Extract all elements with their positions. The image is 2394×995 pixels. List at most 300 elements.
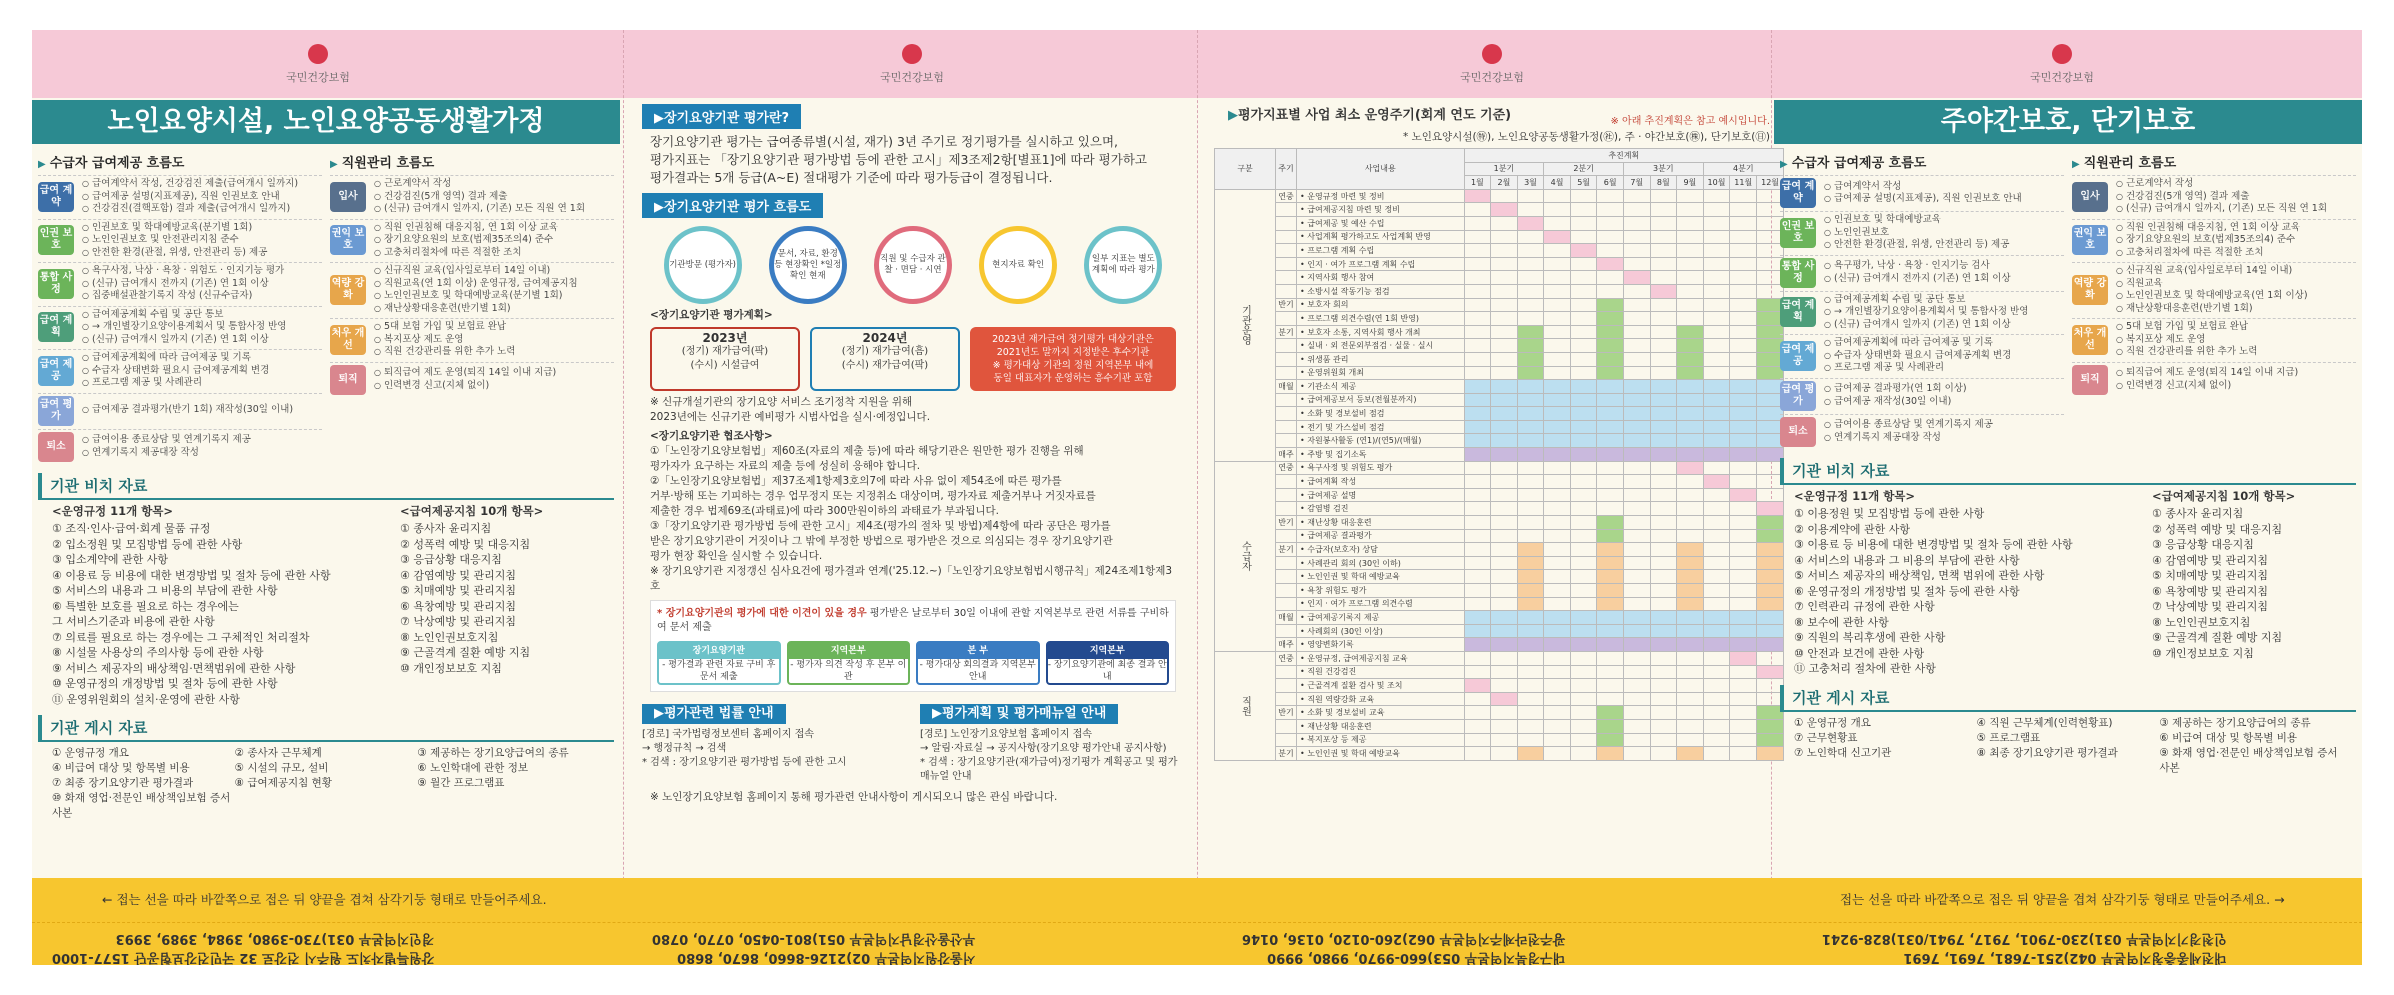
cycle-cell: 매월 xyxy=(1276,380,1297,394)
schedule-cell xyxy=(1730,597,1757,611)
schedule-cell xyxy=(1517,679,1544,693)
ops-item: ⑧ 시설물 사용상의 주의사항 등에 관한 사항 xyxy=(52,646,264,659)
post-item: ② 종사자 근무체계 xyxy=(234,747,322,759)
flow-item: ○ 인권보호 및 학대예방교육 xyxy=(1824,214,2009,227)
flow-tag: 급여 계획 xyxy=(1780,297,1816,327)
schedule-cell xyxy=(1677,257,1704,271)
objection-step-text: - 평가결과 관련 자료 구비 후 문서 제출 xyxy=(662,660,776,682)
plan-red-line: ※ 평가대상 기관의 정원 지역본부 내에 xyxy=(992,360,1154,371)
schedule-cell xyxy=(1544,747,1571,761)
schedule-cell xyxy=(1677,556,1704,570)
post-item: ⑦ 최종 장기요양기관 평가결과 xyxy=(52,777,194,789)
flow-item: ○ 급여제공 결과평가(반기 1회) 재작성(30일 이내) xyxy=(82,404,293,417)
flow-item: ○ 직원 건강관리를 위한 추가 노력 xyxy=(374,346,515,359)
activity-cell: • 운영위원회 개최 xyxy=(1297,366,1465,380)
flow-item: ○ 복지포상 제도 운영 xyxy=(374,334,515,347)
schedule-cell xyxy=(1730,366,1757,380)
schedule-cell xyxy=(1544,257,1571,271)
schedule-cell xyxy=(1464,407,1491,421)
ops-item: ⑩ 운영규정의 개정방법 및 절차 등에 관한 사항 xyxy=(52,677,278,690)
flow-row xyxy=(38,429,322,462)
guide-item: ⑤ 치매예방 및 관리지침 xyxy=(400,584,516,597)
flow-item: ○ 연계기록지 제공대장 작성 xyxy=(1824,432,1993,445)
schedule-cell xyxy=(1491,502,1518,516)
cycle-cell xyxy=(1276,271,1297,285)
activity-cell: • 지역사회 행사 참여 xyxy=(1297,271,1465,285)
schedule-cell xyxy=(1650,366,1677,380)
flow-item: ○ (신규) 급여개시 일까지, (기존) 모든 직원 연 1회 xyxy=(374,203,585,216)
post-item: ① 운영규정 개요 xyxy=(52,747,129,759)
flow-items xyxy=(1816,214,2009,252)
schedule-cell xyxy=(1623,638,1650,652)
schedule-cell xyxy=(1703,230,1730,244)
schedule-cell xyxy=(1491,407,1518,421)
post-item: ⑧ 급여제공지침 현황 xyxy=(234,777,332,789)
flow-item: ○ 급여이용 종료상담 및 연계기록지 제공 xyxy=(1824,419,1993,432)
schedule-cell xyxy=(1703,216,1730,230)
schedule-cell xyxy=(1730,325,1757,339)
schedule-cell xyxy=(1544,271,1571,285)
schedule-cell xyxy=(1650,393,1677,407)
flow-items xyxy=(1816,294,2028,332)
flow-item: ○ (신규) 급여개시 일까지 (기존) 연 1회 이상 xyxy=(82,334,286,347)
flow-item: ○ (신규) 급여개시 전까지 (기존) 연 1회 이상 xyxy=(1824,273,2011,286)
cycle-cell xyxy=(1276,244,1297,258)
contact-text: 강원특별자치도 원주시 건강로 32 국민건강보험공단 1577-1000 xyxy=(52,950,435,965)
ops-item: ④ 이용료 등 비용에 대한 변경방법 및 절차 등에 관한 사항 xyxy=(52,568,331,582)
schedule-cell xyxy=(1517,352,1544,366)
flow-items xyxy=(74,178,298,216)
flow-item: ○ 인력변경 신고(지체 없이) xyxy=(374,380,556,393)
schedule-cell xyxy=(1703,352,1730,366)
flow-items xyxy=(2108,178,2327,216)
coop-line: 제출한 경우 법제69조(과태료)에 따라 300만원이하의 과태료가 부과됩니다. xyxy=(650,505,999,517)
schedule-cell xyxy=(1491,597,1518,611)
schedule-cell xyxy=(1544,475,1571,489)
schedule-cell xyxy=(1491,352,1518,366)
schedule-cell xyxy=(1730,624,1757,638)
schedule-cell xyxy=(1730,393,1757,407)
plan-box xyxy=(650,327,800,391)
flow-items xyxy=(366,321,515,359)
cycle-cell xyxy=(1276,366,1297,380)
schedule-cell xyxy=(1544,434,1571,448)
schedule-cell xyxy=(1650,312,1677,326)
schedule-cell xyxy=(1544,230,1571,244)
flow-items xyxy=(2108,367,2298,392)
schedule-cell xyxy=(1597,284,1624,298)
schedule-cell xyxy=(1623,475,1650,489)
ops-item: ⑦ 인력관리 규정에 관한 사항 xyxy=(1794,600,1935,613)
post-item: ⑤ 프로그램표 xyxy=(1976,731,2041,744)
month-header: 1월 xyxy=(1464,176,1491,190)
schedule-cell xyxy=(1703,651,1730,665)
cycle-cell xyxy=(1276,665,1297,679)
schedule-cell xyxy=(1517,189,1544,203)
col-cycle: 주기 xyxy=(1276,149,1297,190)
post-item: ④ 직원 근무체계(인력현황표) xyxy=(1976,716,2113,729)
flow-tag: 인권 보호 xyxy=(38,225,74,255)
schedule-cell xyxy=(1703,244,1730,258)
schedule-cell xyxy=(1544,244,1571,258)
flow-item: ○ → 개인별장기요양이용계획서 및 통합사정 반영 xyxy=(82,321,286,334)
activity-cell: • 급여계획 작성 xyxy=(1297,475,1465,489)
schedule-cell xyxy=(1570,271,1597,285)
docs-heading: 기관 비치 자료 xyxy=(1780,458,2356,485)
flow-item: ○ 급여제공 설명(지표제공), 직원 인권보호 안내 xyxy=(82,191,298,204)
schedule-cell xyxy=(1730,543,1757,557)
schedule-cell xyxy=(1491,298,1518,312)
schedule-cell xyxy=(1677,570,1704,584)
schedule-cell xyxy=(1517,461,1544,475)
flow-items xyxy=(74,352,269,390)
cycle-cell xyxy=(1276,692,1297,706)
schedule-cell xyxy=(1623,461,1650,475)
guide-item: ④ 감염예방 및 관리지침 xyxy=(400,568,516,582)
schedule-cell xyxy=(1677,244,1704,258)
guide-item: ② 성폭력 예방 및 대응지침 xyxy=(2152,522,2283,536)
schedule-cell xyxy=(1677,475,1704,489)
flow-item: ○ 직원 인권침해 대응지침, 연 1회 이상 교육 xyxy=(2116,222,2300,235)
flow-row xyxy=(1780,211,2064,252)
schedule-cell xyxy=(1650,475,1677,489)
flow-item: ○ 신규직원 교육(입사일로부터 14일 이내) xyxy=(2116,265,2308,278)
schedule-cell xyxy=(1570,216,1597,230)
flow-item: ○ 고충처리절차에 따른 적절한 조치 xyxy=(374,247,558,260)
flow-row xyxy=(1780,255,2064,288)
guide-item: ① 종사자 윤리지침 xyxy=(2152,507,2244,520)
schedule-cell xyxy=(1677,189,1704,203)
law-guide xyxy=(642,698,906,784)
schedule-cell xyxy=(1491,488,1518,502)
brochure-sheet xyxy=(32,30,2362,965)
logo-heart-icon xyxy=(308,44,328,64)
schedule-cell xyxy=(1464,611,1491,625)
schedule-cell xyxy=(1517,257,1544,271)
guide-item: ⑧ 노인인권보호지침 xyxy=(400,630,499,644)
schedule-cell xyxy=(1650,570,1677,584)
schedule-cell xyxy=(1517,230,1544,244)
schedule-cell xyxy=(1623,733,1650,747)
flow-row xyxy=(38,262,322,303)
schedule-cell xyxy=(1730,651,1757,665)
schedule-cell xyxy=(1464,189,1491,203)
schedule-cell xyxy=(1570,298,1597,312)
plan-red-line: 2021년도 말까지 지정받은 후수기관 xyxy=(996,347,1150,358)
flow-row xyxy=(1780,378,2064,411)
schedule-cell xyxy=(1597,584,1624,598)
plan-note-line: 2023년에는 신규기관 예비평가 시범사업을 실시·예정입니다. xyxy=(650,411,931,423)
flow-items xyxy=(74,434,251,459)
schedule-cell xyxy=(1570,189,1597,203)
flow-item: ○ 프로그램 제공 및 사례관리 xyxy=(1824,362,2011,375)
coop-line: 거부·방해 또는 기피하는 경우 업무정지 또는 지정취소 대상이며, 평가자료 제출거부나 거짓자료를 xyxy=(650,490,1096,502)
schedule-cell xyxy=(1464,597,1491,611)
quarter-header: 2분기 xyxy=(1544,162,1624,176)
flow-row xyxy=(1780,291,2064,332)
schedule-cell xyxy=(1491,380,1518,394)
schedule-cell xyxy=(1623,747,1650,761)
schedule-cell xyxy=(1703,461,1730,475)
guide-item: ② 성폭력 예방 및 대응지침 xyxy=(400,537,531,551)
schedule-cell xyxy=(1703,747,1730,761)
schedule-cell xyxy=(1677,203,1704,217)
objection-step-text: - 평가자 의견 작성 후 본부 이관 xyxy=(790,660,907,682)
manual-line: → 알림·자료실 → 공지사항(장기요양 평가안내 공지사항) xyxy=(920,743,1167,754)
activity-cell: • 사례회의 (30인 이상) xyxy=(1297,624,1465,638)
activity-cell: • 운영규정, 급여제공지침 교육 xyxy=(1297,651,1465,665)
schedule-cell xyxy=(1730,529,1757,543)
schedule-cell xyxy=(1703,366,1730,380)
plans xyxy=(626,323,1200,395)
schedule-cell xyxy=(1517,597,1544,611)
ops-item: ⑥ 운영규정의 개정방법 및 절차 등에 관한 사항 xyxy=(1794,584,2020,598)
activity-cell: • 실내 · 외 전문외부점검 · 실물 · 실시 xyxy=(1297,339,1465,353)
schedule-cell xyxy=(1703,733,1730,747)
ops-item: ⑤ 서비스의 내용과 그 비용의 부담에 관한 사항 xyxy=(52,584,278,597)
docs-lists xyxy=(1774,489,2362,677)
cycle-cell xyxy=(1276,230,1297,244)
schedule-cell xyxy=(1703,488,1730,502)
schedule-cell xyxy=(1597,529,1624,543)
post-item: ① 운영규정 개요 xyxy=(1794,716,1871,729)
schedule-cell xyxy=(1703,434,1730,448)
law-line: * 검색 : 장기요양기관 평가방법 등에 관한 고시 xyxy=(642,757,847,768)
schedule-cell xyxy=(1623,516,1650,530)
post-item: ⑥ 비급여 대상 및 항목별 비용 xyxy=(2159,731,2298,744)
what-heading: ▶ 장기요양기관 평가란? xyxy=(642,104,801,129)
schedule-cell xyxy=(1517,747,1544,761)
schedule-cell xyxy=(1597,366,1624,380)
schedule-cell xyxy=(1464,719,1491,733)
post-item: ⑧ 최종 장기요양기관 평가결과 xyxy=(1976,746,2118,759)
schedule-cell xyxy=(1623,244,1650,258)
activity-cell: • 운영규정 마련 및 정비 xyxy=(1297,189,1465,203)
cycle-cell xyxy=(1276,502,1297,516)
schedule-cell xyxy=(1464,638,1491,652)
schedule-cell xyxy=(1544,719,1571,733)
schedule-cell xyxy=(1623,298,1650,312)
eval-step: 직원 및 수급자 관찰 · 면담 · 시연 xyxy=(874,226,952,304)
schedule-cell xyxy=(1597,597,1624,611)
flow-item: ○ 건강검진(5개 영역) 결과 제출 xyxy=(2116,191,2327,204)
schedule-cell xyxy=(1544,706,1571,720)
schedule-cell xyxy=(1623,488,1650,502)
schedule-cell xyxy=(1703,584,1730,598)
schedule-cell xyxy=(1677,706,1704,720)
schedule-cell xyxy=(1623,271,1650,285)
post-item: ⑦ 근무현황표 xyxy=(1794,731,1858,744)
objection-steps xyxy=(657,641,1169,685)
schedule-cell xyxy=(1517,570,1544,584)
guide-item: ⑥ 욕창예방 및 관리지침 xyxy=(2152,584,2268,598)
schedule-cell xyxy=(1517,488,1544,502)
schedule-cell xyxy=(1623,597,1650,611)
schedule-cell xyxy=(1677,298,1704,312)
guide-item: ④ 감염예방 및 관리지침 xyxy=(2152,553,2268,567)
schedule-cell xyxy=(1491,203,1518,217)
activity-cell: • 위생품 관리 xyxy=(1297,352,1465,366)
schedule-cell xyxy=(1570,257,1597,271)
flow-item: ○ 노인인권보호 및 학대예방교육(분기별 1회) xyxy=(374,290,578,303)
cycle-cell xyxy=(1276,434,1297,448)
schedule-cell xyxy=(1703,284,1730,298)
schedule-cell xyxy=(1730,488,1757,502)
schedule-cell xyxy=(1730,461,1757,475)
coop-title: <장기요양기관 협조사항> xyxy=(650,430,773,442)
schedule-cell xyxy=(1623,189,1650,203)
flow-tag: 입사 xyxy=(330,182,366,212)
post-item: ⑤ 시설의 규모, 설비 xyxy=(234,762,329,774)
contact-text: 경인지역본부 031)730-3980, 3984, 3989, 3993 xyxy=(115,931,435,946)
schedule-cell xyxy=(1464,312,1491,326)
fold-line xyxy=(623,30,624,965)
schedule-cell xyxy=(1517,298,1544,312)
schedule-cell xyxy=(1677,312,1704,326)
col-division: 구분 xyxy=(1215,149,1276,190)
flow-items xyxy=(74,222,267,260)
flow-items xyxy=(1816,383,1967,408)
schedule-cell xyxy=(1730,570,1757,584)
logo-nhis-3: 국민건강보험 xyxy=(1432,44,1552,84)
cycle-cell xyxy=(1276,733,1297,747)
schedule-cell xyxy=(1677,638,1704,652)
post-item: ⑨ 월간 프로그램표 xyxy=(417,777,505,789)
quarter-header: 1분기 xyxy=(1464,162,1544,176)
coop-line: 받은 장기요양기관이 거짓이나 그 밖에 부정한 방법으로 평가받은 것으로 의심되는 경우 장기요양기관 xyxy=(650,535,1113,547)
flow-heading: ▶ 수급자 급여제공 흐름도 xyxy=(1780,152,2064,171)
activity-cell: • 주방 및 집기소독 xyxy=(1297,448,1465,462)
schedule-cell xyxy=(1464,325,1491,339)
schedule-cell xyxy=(1544,189,1571,203)
schedule-cell xyxy=(1677,529,1704,543)
schedule-cell xyxy=(1623,448,1650,462)
activity-cell: • 노인인권 및 학대 예방교육 xyxy=(1297,747,1465,761)
schedule-cell xyxy=(1597,502,1624,516)
schedule-cell xyxy=(1544,692,1571,706)
flow-item: ○ 근로계약서 작성 xyxy=(2116,178,2327,191)
flow-item: ○ 노인인권보호 xyxy=(1824,227,2009,240)
schedule-cell xyxy=(1464,556,1491,570)
schedule-cell xyxy=(1623,366,1650,380)
schedule-cell xyxy=(1597,651,1624,665)
plan-line: (정기) 재가급여(팍) xyxy=(681,346,769,357)
flow-items xyxy=(366,222,558,260)
cycle-cell xyxy=(1276,488,1297,502)
schedule-cell xyxy=(1597,244,1624,258)
month-header: 11월 xyxy=(1730,176,1757,190)
objection-step-text: - 장기요양기관에 최종 결과 안내 xyxy=(1047,660,1167,682)
fold-instruction-right: 접는 선을 따라 바깥쪽으로 접은 뒤 양끝을 겹쳐 삼각기둥 형태로 만들어주세요. → xyxy=(1840,892,2285,907)
schedule-cell xyxy=(1623,719,1650,733)
post-heading: 기관 게시 자료 xyxy=(1780,685,2356,712)
schedule-cell xyxy=(1517,420,1544,434)
schedule-cell xyxy=(1650,638,1677,652)
coop-line: ②「노인장기요양보험법」제37조제1항제3호의7에 따라 사유 없이 제54조에 따른 평가를 xyxy=(650,475,1062,487)
coop-line: ※ 장기요양기관 지정갱신 심사요건에 평가결과 연계('25.12.~)「노인장기요양보험법시행규칙」제24조제1항제3호 xyxy=(650,565,1173,592)
schedule-cell xyxy=(1597,325,1624,339)
ops-rules-list xyxy=(52,504,390,708)
schedule-cell xyxy=(1703,611,1730,625)
schedule-cell xyxy=(1464,475,1491,489)
schedule-cell xyxy=(1623,692,1650,706)
schedule-cell xyxy=(1597,733,1624,747)
logo-nhis-4: 국민건강보험 xyxy=(2002,44,2122,84)
month-header: 4월 xyxy=(1544,176,1571,190)
schedule-cell xyxy=(1491,325,1518,339)
what-line: 장기요양기관 평가는 급여종류별(시설, 재가) 3년 주기로 정기평가를 실시하고 있으며, xyxy=(650,134,1118,149)
ops-item: ⑨ 서비스 제공자의 배상책임·면책범위에 관한 사항 xyxy=(52,661,296,675)
flow-row xyxy=(38,175,322,216)
ops-item: ⑨ 직원의 복리후생에 관한 사항 xyxy=(1794,631,1946,644)
schedule-cell xyxy=(1544,407,1571,421)
schedule-cell xyxy=(1544,203,1571,217)
schedule-cell xyxy=(1517,543,1544,557)
schedule-cell xyxy=(1544,461,1571,475)
schedule-cell xyxy=(1570,366,1597,380)
flow-row xyxy=(330,262,614,315)
law-line: → 행정규칙 → 검색 xyxy=(642,743,727,754)
flow-tag: 급여 평가 xyxy=(1780,381,1816,411)
cycle-cell xyxy=(1276,407,1297,421)
flow-item: ○ 퇴직급여 제도 운영(퇴직 14일 이내 지급) xyxy=(374,367,556,380)
guide-list xyxy=(2152,489,2342,677)
schedule-cell xyxy=(1544,502,1571,516)
page-title: 노인요양시설, 노인요양공동생활가정 xyxy=(32,100,620,144)
schedule-cell xyxy=(1650,461,1677,475)
schedule-cell xyxy=(1623,434,1650,448)
schedule-note: ※ 아래 추진계획은 참고 예시입니다. xyxy=(1610,116,1770,127)
schedule-cell xyxy=(1623,624,1650,638)
quarter-header: 4분기 xyxy=(1703,162,1783,176)
flow-tag: 역량 강화 xyxy=(2072,275,2108,305)
flow-items xyxy=(2108,222,2300,260)
schedule-cell xyxy=(1650,502,1677,516)
flow-row xyxy=(330,175,614,216)
flow-tag: 급여 제공 xyxy=(1780,341,1816,371)
flow-item: ○ 수급자 상태변화 필요시 급여제공계획 변경 xyxy=(1824,350,2011,363)
guide-item: ⑨ 근골격계 질환 예방 지침 xyxy=(2152,631,2283,644)
schedule-cell xyxy=(1544,448,1571,462)
schedule-cell xyxy=(1544,366,1571,380)
schedule-cell xyxy=(1650,407,1677,421)
flow-item: ○ 직원 인권침해 대응지침, 연 1회 이상 교육 xyxy=(374,222,558,235)
schedule-cell xyxy=(1650,516,1677,530)
schedule-cell xyxy=(1677,284,1704,298)
schedule-cell xyxy=(1464,284,1491,298)
manual-heading: ▶ 평가계획 및 평가매뉴얼 안내 xyxy=(920,704,1118,724)
schedule-cell xyxy=(1517,516,1544,530)
schedule-cell xyxy=(1677,488,1704,502)
ops-item: 그 서비스기준과 비용에 관한 사항 xyxy=(52,615,215,628)
month-header: 10월 xyxy=(1703,176,1730,190)
flow-tag: 급여 제공 xyxy=(38,356,74,386)
fold-instruction-left: ← 접는 선을 따라 바깥쪽으로 접은 뒤 양끝을 겹쳐 삼각기둥 형태로 만들어주세요. xyxy=(102,892,547,907)
schedule-cell xyxy=(1677,216,1704,230)
schedule-cell xyxy=(1597,420,1624,434)
guide-title: <급여제공지침 10개 항목> xyxy=(400,503,544,518)
month-header: 9월 xyxy=(1677,176,1704,190)
flow-item: ○ 인력변경 신고(지체 없이) xyxy=(2116,380,2298,393)
schedule-cell xyxy=(1570,475,1597,489)
schedule-cell xyxy=(1597,665,1624,679)
cycle-cell: 연중 xyxy=(1276,651,1297,665)
contact-daegu xyxy=(1242,931,1565,965)
eval-flow-heading: ▶ 장기요양기관 평가 흐름도 xyxy=(642,193,823,218)
panel-day-care xyxy=(1774,98,2362,878)
plan-note-line: ※ 신규개설기관의 장기요양 서비스 조기정착 지원을 위해 xyxy=(650,396,913,408)
schedule-cell xyxy=(1491,461,1518,475)
